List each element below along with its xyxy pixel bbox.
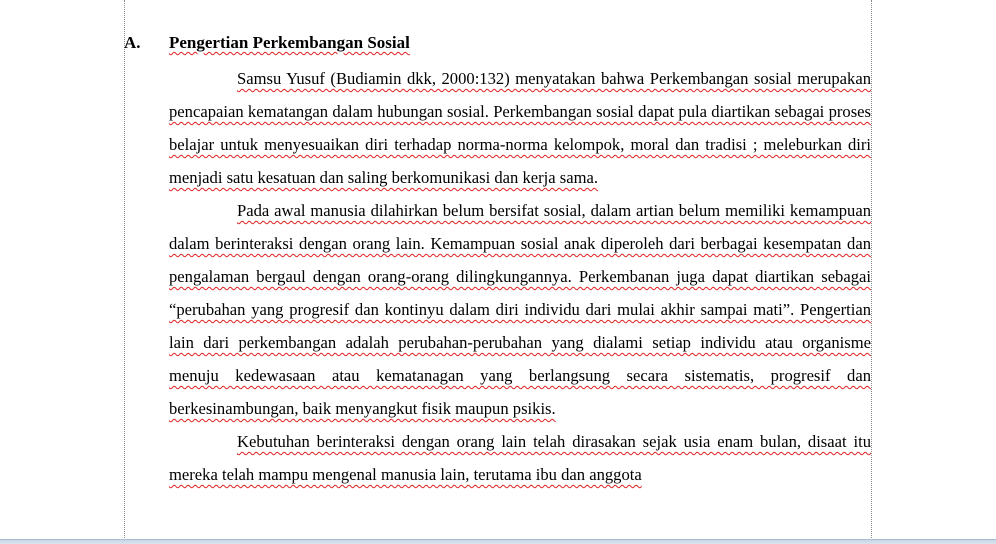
section-title: Pengertian Perkembangan Sosial (169, 33, 410, 52)
right-margin-guide (871, 0, 872, 540)
left-margin-guide (124, 0, 125, 540)
paragraph-3[interactable]: Kebutuhan berinteraksi dengan orang lain telah dirasakan sejak usia enam bulan, disaat itu mereka telah mampu mengenal manusia lain, terutama ibu dan anggota (169, 432, 871, 484)
section-letter: A. (124, 33, 141, 52)
paragraph-2[interactable]: Pada awal manusia dilahirkan belum bersifat sosial, dalam artian belum memiliki kemampuan dalam berinteraksi dengan orang lain. Kemampuan sosial anak diperoleh dari berbagai kesempatan dan pengalaman bergaul dengan orang-orang dilingkungannya. Perkembanan juga dapat diartikan sebagai “perubahan yang progresif dan kontinyu dalam diri individu dari mulai akhir sampai mati”. Pengertian lain dari perkembangan adalah perubahan-perubahan yang dialami setiap individu atau organisme menuju kedewasaan atau kematanagan yang berlangsung secara sistematis, progresif dan berkesinambungan, baik menyangkut fisik maupun psikis. (169, 201, 871, 418)
bottom-window-edge (0, 539, 996, 544)
paragraph-1[interactable]: Samsu Yusuf (Budiamin dkk, 2000:132) menyatakan bahwa Perkembangan sosial merupakan pencapaian kematangan dalam hubungan sosial. Perkembangan sosial dapat pula diartikan sebagai proses belajar untuk menyesuaikan diri terhadap norma-norma kelompok, moral dan tradisi ; meleburkan diri menjadi satu kesatuan dan saling berkomunikasi dan kerja sama. (169, 69, 871, 187)
body-text[interactable] (169, 62, 871, 491)
